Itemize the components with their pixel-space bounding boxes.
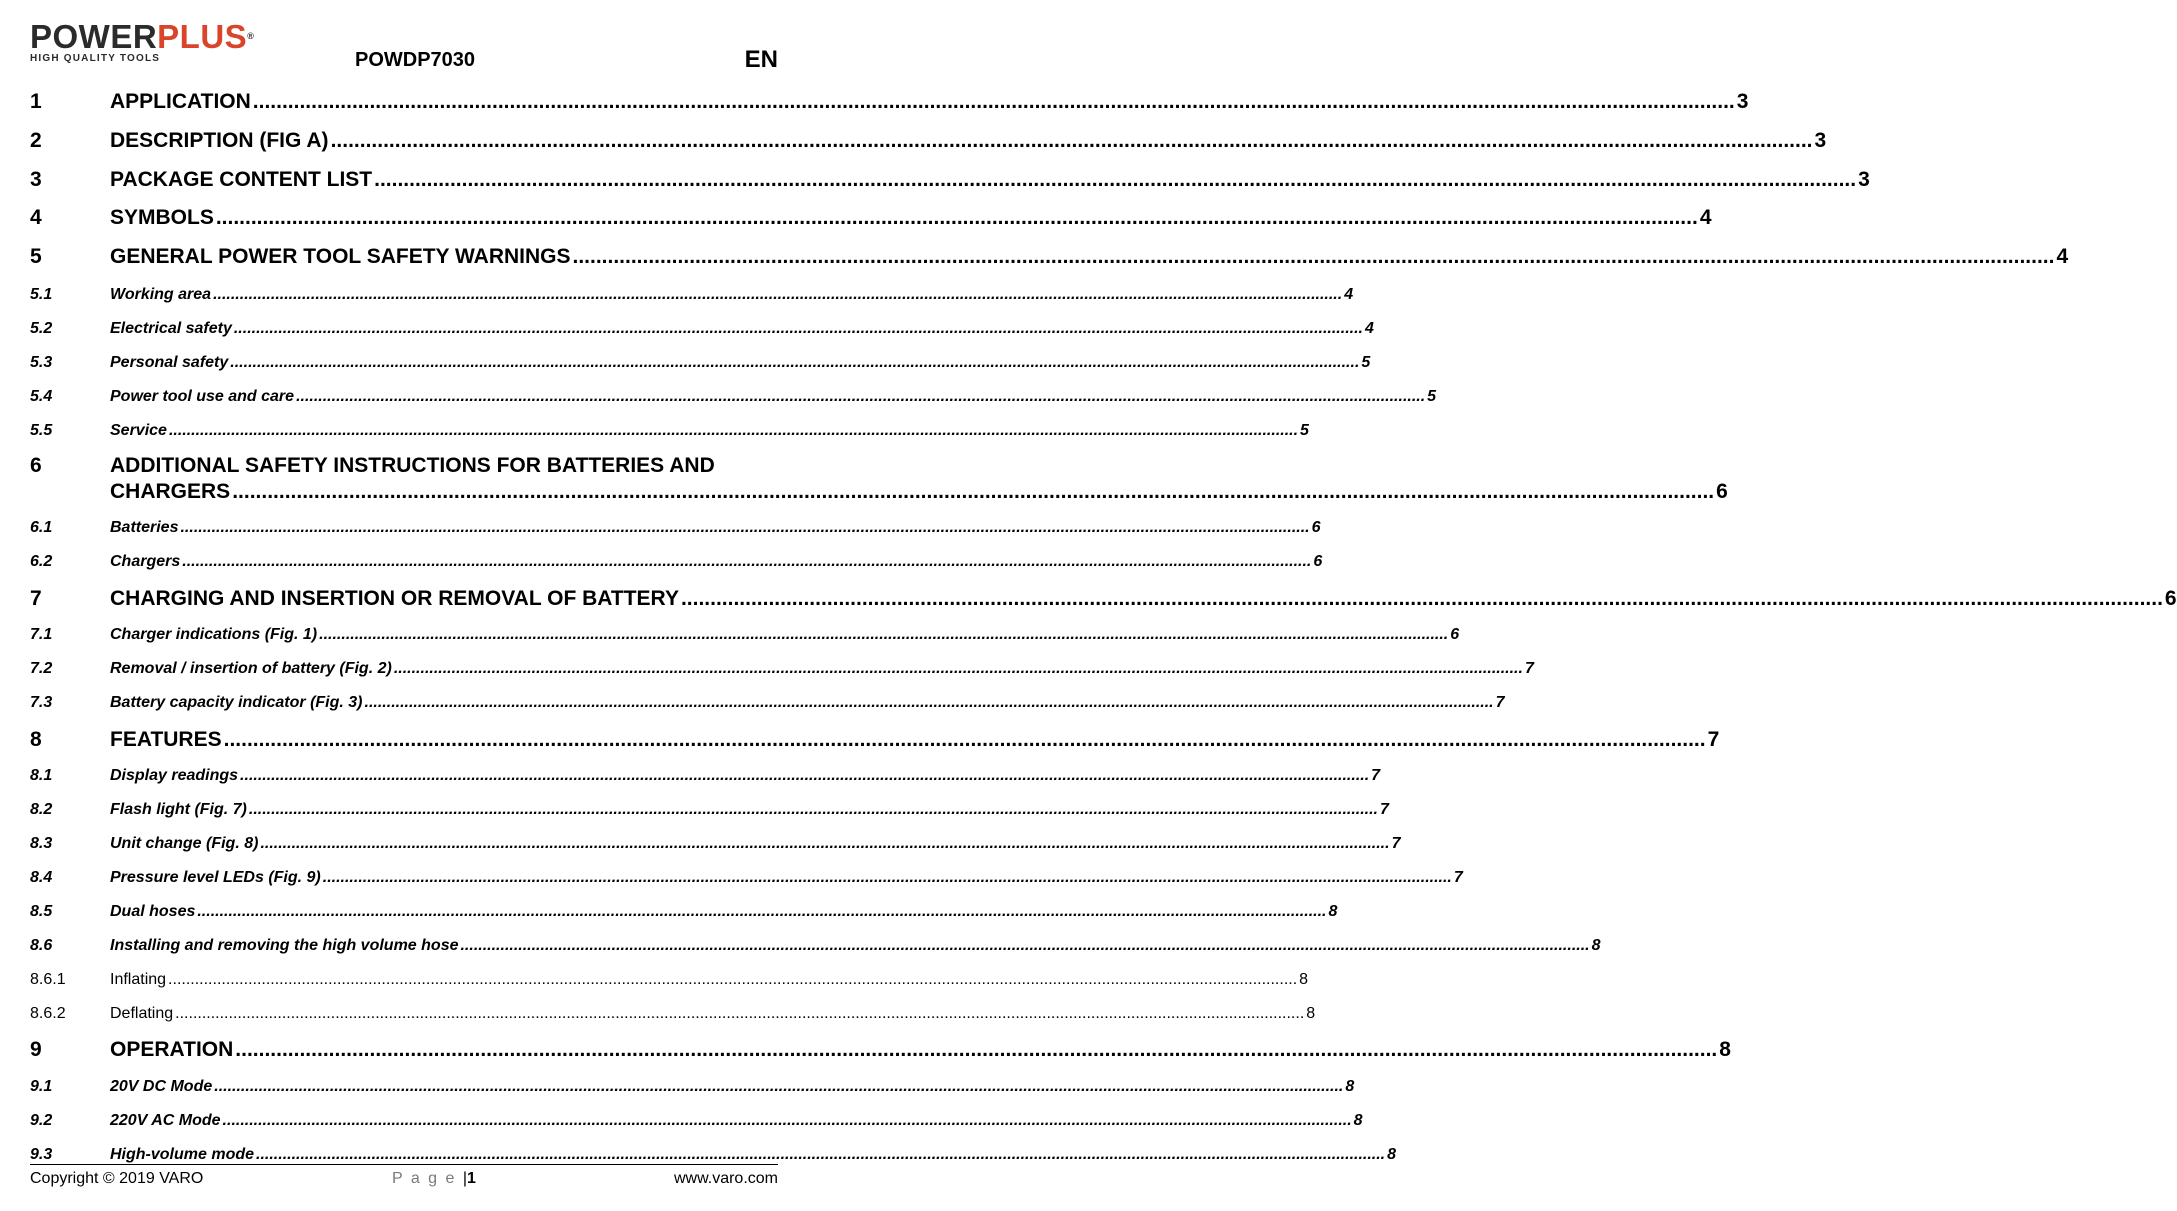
toc-number: 9.3 [30, 1146, 53, 1163]
toc-entry[interactable] [30, 693, 1505, 713]
toc-number: 8.1 [30, 767, 53, 784]
toc-page: 8 [1591, 937, 1601, 954]
toc-title: CHARGING AND INSERTION OR REMOVAL OF BATTERY [110, 587, 679, 610]
toc-leader [168, 970, 1297, 990]
logo-registered-mark: ® [247, 31, 255, 41]
toc-entry[interactable] [30, 518, 1321, 538]
toc-page: 6 [2164, 587, 2177, 610]
toc-page: 8 [1353, 1112, 1363, 1129]
toc-number: 8.6.2 [30, 1005, 66, 1022]
toc-title: Deflating [110, 1005, 174, 1022]
toc-page: 4 [2056, 245, 2069, 268]
toc-leader [235, 1037, 1717, 1063]
language-code: EN [744, 46, 778, 73]
toc-page: 6 [1716, 480, 1728, 503]
toc-title: Battery capacity indicator (Fig. 3) [110, 694, 363, 711]
toc-leader [253, 89, 1735, 115]
toc-title: Service [110, 422, 167, 439]
toc-leader [175, 1004, 1304, 1024]
toc-title: 220V AC Mode [110, 1112, 221, 1129]
toc-entry[interactable] [30, 1111, 1363, 1131]
toc-entry[interactable] [30, 727, 1720, 753]
toc-entry[interactable] [30, 868, 1463, 888]
toc-number: 8.6.1 [30, 971, 66, 988]
toc-page: 8 [1299, 971, 1309, 988]
logo-tagline: HIGH QUALITY TOOLS [30, 53, 161, 64]
toc-title: Inflating [110, 971, 167, 988]
toc-page: 5 [1300, 422, 1309, 439]
toc-entry[interactable] [30, 205, 1712, 231]
toc-leader [331, 128, 1813, 154]
toc-entry[interactable] [30, 421, 1309, 441]
logo-wordmark [30, 20, 254, 53]
toc-entry[interactable] [30, 89, 1749, 115]
toc-page: 6 [1450, 626, 1460, 643]
toc-number: 9.1 [30, 1078, 53, 1095]
toc-title: APPLICATION [110, 90, 251, 113]
toc-entry[interactable] [30, 285, 1354, 305]
toc-page: 7 [1495, 694, 1505, 711]
toc-page: 8 [1719, 1038, 1731, 1061]
toc-number: 8.6 [30, 937, 53, 954]
toc-leader [323, 868, 1452, 888]
toc-entry[interactable] [30, 902, 1338, 922]
toc-page: 5 [1361, 354, 1371, 371]
toc-title: Display readings [110, 767, 239, 784]
page-indicator [392, 1170, 476, 1188]
toc-title: Dual hoses [110, 903, 196, 920]
toc-number: 7.2 [30, 660, 53, 677]
toc-page: 7 [1524, 660, 1534, 677]
toc-number: 8 [30, 728, 42, 751]
toc-title: Electrical safety [110, 320, 232, 337]
page-footer [30, 1170, 778, 1192]
toc-entry[interactable] [30, 552, 1323, 572]
toc-title: Chargers [110, 553, 181, 570]
toc-number: 5.3 [30, 354, 53, 371]
toc-title: PACKAGE CONTENT LIST [110, 168, 373, 191]
toc-page: 6 [1313, 553, 1323, 570]
toc-title: Working area [110, 286, 212, 303]
toc-page: 8 [1345, 1078, 1355, 1095]
toc-leader [180, 518, 1309, 538]
toc-entry[interactable] [30, 1077, 1355, 1097]
toc-page: 3 [1814, 129, 1827, 152]
toc-leader [213, 285, 1342, 305]
toc-leader [573, 244, 2055, 270]
toc-leader [296, 387, 1425, 407]
toc-title: Personal safety [110, 354, 229, 371]
toc-entry[interactable] [30, 387, 1437, 407]
toc-page: 7 [1453, 869, 1463, 886]
toc-number: 8.4 [30, 869, 53, 886]
toc-title: High-volume mode [110, 1146, 255, 1163]
toc-entry[interactable] [30, 128, 1827, 154]
logo-word-plus: PLUS [157, 18, 248, 55]
toc-number: 3 [30, 168, 42, 191]
page-label: P a g e [392, 1170, 457, 1187]
toc-leader [374, 167, 1856, 193]
toc-leader [681, 586, 2163, 612]
toc-entry[interactable] [30, 586, 2177, 612]
toc-title: DESCRIPTION (FIG A) [110, 129, 329, 152]
toc-number: 8.2 [30, 801, 53, 818]
toc-title: Pressure level LEDs (Fig. 9) [110, 869, 321, 886]
toc-leader [319, 625, 1448, 645]
toc-leader [365, 693, 1494, 713]
toc-number: 9 [30, 1038, 42, 1061]
toc-entry[interactable] [30, 1145, 1397, 1165]
toc-number: 5.4 [30, 388, 53, 405]
toc-page: 7 [1380, 801, 1389, 818]
toc-page: 8 [1306, 1005, 1316, 1022]
toc-number: 7.3 [30, 694, 53, 711]
toc-number: 5.2 [30, 320, 53, 337]
toc-title: Installing and removing the high volume hose [110, 937, 459, 954]
toc-number: 5.5 [30, 422, 53, 439]
toc-page: 7 [1707, 728, 1720, 751]
toc-leader [394, 659, 1523, 679]
toc-leader [223, 1111, 1352, 1131]
toc-leader [460, 936, 1589, 956]
website-link[interactable]: www.varo.com [673, 1170, 778, 1187]
toc-title: OPERATION [110, 1038, 234, 1061]
toc-title: Flash light (Fig. 7) [110, 801, 247, 818]
toc-page: 4 [1364, 320, 1374, 337]
toc-entry[interactable] [30, 319, 1374, 339]
toc-entry[interactable] [30, 244, 2069, 270]
toc-number: 1 [30, 90, 42, 113]
toc-leader [256, 1145, 1385, 1165]
toc-title-line-1: ADDITIONAL SAFETY INSTRUCTIONS FOR BATTERIES AND [110, 454, 715, 477]
toc-number: 4 [30, 206, 42, 229]
toc-entry[interactable] [30, 1037, 1731, 1063]
toc-entry[interactable] [30, 834, 1401, 854]
page-header [0, 0, 808, 80]
toc-leader [169, 421, 1298, 441]
toc-leader [230, 353, 1359, 373]
toc-entry[interactable] [30, 936, 1601, 956]
toc-number: 7.1 [30, 626, 53, 643]
toc-page: 3 [1858, 168, 1870, 191]
toc-number: 6.2 [30, 553, 53, 570]
toc-leader [249, 800, 1378, 820]
footer-divider [30, 1164, 778, 1165]
toc-leader [232, 479, 1714, 505]
toc-title: SYMBOLS [110, 206, 214, 229]
toc-number: 7 [30, 587, 42, 610]
toc-entry[interactable] [30, 766, 1381, 786]
toc-page: 3 [1736, 90, 1749, 113]
copyright-text: Copyright © 2019 VARO [30, 1170, 204, 1187]
toc-page: 7 [1391, 835, 1401, 852]
toc-leader [216, 205, 1698, 231]
toc-entry[interactable] [30, 659, 1534, 679]
toc-title: FEATURES [110, 728, 222, 751]
toc-page: 8 [1328, 903, 1338, 920]
toc-leader [214, 1077, 1343, 1097]
page-number: 1 [467, 1170, 476, 1187]
toc-title: Power tool use and care [110, 388, 295, 405]
toc-page: 4 [1344, 286, 1354, 303]
page-separator: | [462, 1170, 468, 1187]
toc-number: 6.1 [30, 519, 53, 536]
toc-number: 6 [30, 454, 42, 477]
toc-entry[interactable] [30, 800, 1389, 820]
toc-leader [197, 902, 1326, 922]
toc-entry[interactable] [30, 1004, 1316, 1024]
toc-page: 5 [1427, 388, 1437, 405]
toc-page: 4 [1699, 206, 1712, 229]
toc-leader [234, 319, 1363, 339]
powerplus-logo [30, 20, 254, 65]
toc-title: Removal / insertion of battery (Fig. 2) [110, 660, 392, 677]
toc-leader [260, 834, 1389, 854]
toc-page: 8 [1387, 1146, 1397, 1163]
toc-leader [240, 766, 1369, 786]
toc-entry[interactable] [30, 453, 1728, 505]
toc-entry[interactable] [30, 353, 1371, 373]
toc-number: 5.1 [30, 286, 53, 303]
toc-entry[interactable] [30, 970, 1309, 990]
toc-title: GENERAL POWER TOOL SAFETY WARNINGS [110, 245, 571, 268]
logo-word-power: POWER [30, 18, 158, 55]
toc-page: 7 [1371, 767, 1381, 784]
toc-number: 9.2 [30, 1112, 53, 1129]
toc-number: 8.3 [30, 835, 53, 852]
toc-title: 20V DC Mode [110, 1078, 213, 1095]
toc-title: Batteries [110, 519, 179, 536]
toc-leader [224, 727, 1706, 753]
toc-number: 2 [30, 129, 42, 152]
toc-title: Charger indications (Fig. 1) [110, 626, 318, 643]
toc-number: 8.5 [30, 903, 53, 920]
toc-entry[interactable] [30, 625, 1460, 645]
toc-title-line-2: CHARGERS [110, 480, 231, 503]
toc-leader [182, 552, 1311, 572]
toc-entry[interactable] [30, 167, 1870, 193]
toc-title: Unit change (Fig. 8) [110, 835, 259, 852]
toc-number: 5 [30, 245, 42, 268]
toc-page: 6 [1311, 519, 1321, 536]
model-number: POWDP7030 [355, 49, 476, 71]
